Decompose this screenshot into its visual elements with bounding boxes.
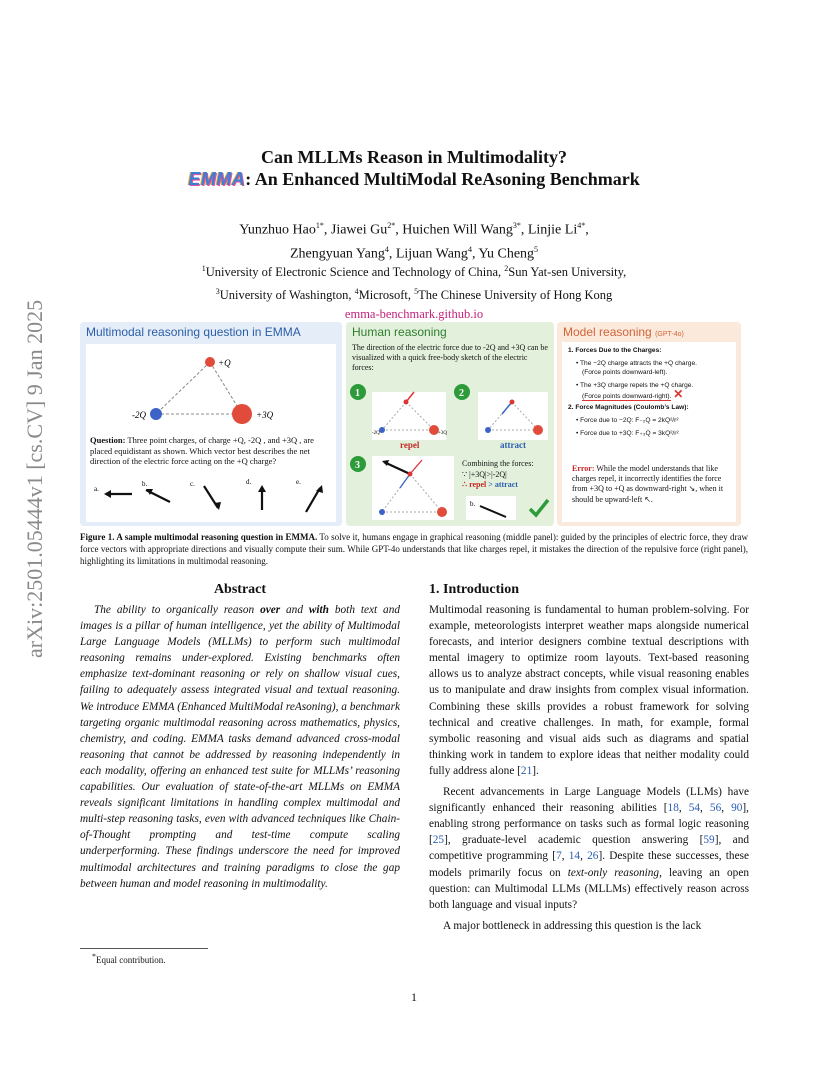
title-line-2 [0,168,828,190]
human-intro: The direction of the electric force due to -2Q and +3Q can be visualized with a quick free-body sketch of the electric forces: [352,343,548,372]
check-icon [530,500,548,515]
question-body: Three point charges, of charge +Q, -2Q , and +3Q , are placed equidistant as shown. Which vector best describes the net direction of the electric force acting on the +Q charge? [90,435,314,466]
label-plus-q: +Q [218,358,231,368]
panel-title: Multimodal reasoning question in EMMA [86,325,301,339]
question-label: Question: [90,435,126,445]
affil-line-1 [0,259,828,282]
emma-logo: EMMA [188,169,246,189]
option-label: e. [296,478,301,486]
intro-text: Multimodal reasoning is fundamental to human problem-solving. For example, meteorologists interpret weather maps alongside numerical forecasts, and interior designers combine textual descriptions with mental imagery to optimize room layouts. Text-based reasoning allows us to analyze abstract concepts, while visual reasoning enables us to manipulate and draw insights from complex visual information. Combining these skills provides a robust framework for solving technical and creative challenges. In math, for example, formal symbolic reasoning and visual aids such as diagrams and spatial thinking work in tandem to explore ideas that neither modality could fully address alone [ [429,604,749,777]
affil-text: The Chinese University of Hong Kong [418,288,613,303]
therefore-repel: ∴ repel [462,480,487,489]
abstract-heading: Abstract [213,582,267,597]
charge-dot [379,509,385,515]
arrow-head [214,502,221,510]
affil-text: University of Washington, [219,288,355,303]
author-sup: 4* [577,221,586,230]
footnote-rule [80,948,208,949]
author-sup: 3* [512,221,521,230]
abstract-body [80,602,400,892]
charge-diagram [86,344,336,522]
intro-emph: text-only reasoning [567,866,660,879]
figure-caption [80,531,748,567]
abstract-text: and [280,604,309,616]
mini-label: -2Q [372,431,380,436]
step-number: 2 [459,388,464,399]
intro-text: ], graduate-level academic question answering [ [444,834,704,847]
model-bullet-text: Force due to +3Q: F₊₃Q = 3kQ²/r² [580,430,679,437]
intro-text: ], and competitive programming [ [429,834,749,863]
model-bullet-sub-error: (Force points downward-right). [582,393,672,400]
step-number: 3 [355,460,360,471]
model-card [562,342,736,522]
author-sup: 4 [384,244,389,254]
figure-panel-question [80,322,342,526]
panel-title-text: Model reasoning [563,325,652,339]
affil-sup: 5 [414,287,419,297]
affil-text: Microsoft, [358,288,415,303]
footnote-mark: * [92,952,96,961]
charge-dot [510,400,515,405]
author: Huichen Will Wang [402,222,513,238]
figure-panel-human [346,322,554,526]
option-label: b. [142,480,148,488]
citation-link[interactable]: 90 [731,802,743,815]
error-text [572,464,730,505]
intro-text: ]. [532,764,539,777]
citation-link[interactable]: 14 [568,850,581,863]
charge-dot [437,507,447,517]
therefore-line [462,480,554,491]
charge-minus-2q [150,408,162,420]
abstract-emph: with [308,604,329,616]
author-line-2: Zhengyuan Yang$^4$, Lijuan Wang$^4$, Yu Cheng$^5$ [289,244,539,262]
intro-text: ], enabling strong performance on tasks such as formal logic reasoning [ [429,802,749,847]
question-text [90,435,334,467]
author: Linjie Li [527,222,578,238]
citation-link[interactable]: 21 [520,764,533,777]
dashed-edge [156,362,210,414]
attract-label: attract [500,440,526,450]
author: Lijuan Wang [395,246,468,262]
charge-plus-q [205,357,215,367]
human-sketch [346,322,554,526]
project-link[interactable]: emma-benchmark.github.io [344,307,484,322]
model-bullet-text: The +3Q charge repels the +Q charge. [580,382,694,389]
affil-sup: 4 [354,287,359,297]
affil-sup: 2 [504,264,509,273]
because-line: ∵ |+3Q|>|-2Q| [462,469,507,479]
model-bullet: • The −2Q charge attracts the +Q charge. [576,360,697,367]
mini-label: +3Q [438,431,447,436]
label-minus-2q: -2Q [132,410,146,420]
intro-heading: 1. Introduction [429,582,519,597]
title-line-1: Can MLLMs Reason in Multimodality? [260,147,568,167]
answer-label: b. [470,500,476,508]
arrow-head [104,490,111,498]
intro-paragraph: Recent advancements in Large Language Models (LLMs) have significantly enhanced their reasoning abilities [18, 54, 56, 90], enabling strong performance on tasks such as formal logic reasoning [25], graduate-level academic question answering [59], and competitive programming [7, 14, 26]. Despite these successes, these models primarily focus on text-only reasoning, leaving an open question: can Multimodal LLMs (MLLMs) effectively reason across both language and visual inputs? [429,786,749,911]
model-steps [568,346,732,438]
charge-dot [533,425,543,435]
author: Yu Cheng [478,246,535,262]
combining-title: Combining the forces: [462,459,534,468]
step-number: 1 [355,388,360,399]
option-label: c. [190,480,195,488]
abstract-text: both text and images is a pillar of human intelligence, yet the ability of Multimodal Large Language Models (MLLMs) to perform such multimodal reasoning remains under-explored. Existing benchmarks often emphasize text-dominant reasoning or rely on shallow visual cues, failing to adequately assess integrated visual and textual reasoning. We introduce EMMA (Enhanced MultiModal reAsoning), a benchmark targeting organic multimodal reasoning across mathematics, physics, chemistry, and coding. EMMA tasks demand advanced cross-modal reasoning that cannot be addressed by reasoning independently in each modality, offering an enhanced test suite for MLLMs’ reasoning capabilities. Our evaluation of state-of-the-art MLLMs on EMMA reveals significant limitations in handling complex multimodal and multi-step reasoning tasks, even with advanced techniques like Chain-of-Thought prompting and test-time compute scaling underperforming. These findings underscore the need for improved multimodal architectures and training paradigms to close the gap between human and model reasoning in multimodality. [80,604,400,890]
model-bullet: • Force due to −2Q: F₋₂Q = 2kQ²/r² [576,417,679,424]
question-card [86,344,336,522]
affil-sup: 3 [215,287,220,297]
citation-link[interactable]: 59 [703,834,715,847]
author-list [0,216,828,263]
caption-text: To solve it, humans engage in graphical reasoning (middle panel): guided by the principles of electric force, they draw force vectors with appropriate directions and visually compute their sum. While GPT-4o understands that like charges repel, it mistakes the direction of the repulsive force (right panel), highlighting its limitations in multimodal reasoning. [80,532,748,566]
citation-link[interactable]: 18 [667,802,679,815]
charge-dot [379,427,385,433]
panel-title [563,325,684,339]
arxiv-id-text: arXiv:2501.05444v1 [cs.CV] 9 Jan 2025 [22,299,47,658]
affil-text: Sun Yat-sen University, [508,265,627,280]
error-label: Error: [572,464,595,473]
citation-link[interactable]: 26 [587,850,599,863]
cross-icon: ✕ [673,387,684,401]
title-line-2-text: : An Enhanced MultiModal ReAsoning Benchmark [245,169,640,189]
affiliations [0,259,828,324]
abstract-emph: over [260,604,281,616]
footnote [92,952,166,965]
figure-panel-model [557,322,741,526]
abstract-text: The ability to organically reason [94,604,261,616]
model-bullet: • Force due to +3Q: F₊₃Q = 3kQ²/r² [576,430,679,437]
intro-body [429,602,749,939]
error-body: While the model understands that like charges repel, it incorrectly identifies the force from +3Q to +Q as downward-right ↘, when it should be upward-left ↖. [572,464,724,504]
intro-text: ]. Despite these successes, these models primarily focus on [429,850,749,879]
arrow-head [258,485,266,492]
arxiv-stamp [14,290,50,660]
model-bullet: • The +3Q charge repels the +Q charge. [576,382,694,389]
affil-text: University of Electronic Science and Technology of China, [205,265,505,280]
author-sup: 5 [534,244,539,254]
author: Yunzhuo Hao [239,222,316,238]
intro-text: Recent advancements in Large Language Models (LLMs) have significantly enhanced their reasoning abilities [ [429,786,749,815]
intro-paragraph [429,602,749,779]
model-bullet-text: The −2Q charge attracts the +Q charge. [580,360,697,367]
author-line-1: Yunzhuo Hao$^{1*}$, Jiawei $Gu^{2*}$, Huichen Will Wang$^{3*}$, Linjie $Li^{4*}$, [239,221,589,238]
charge-dot [408,472,413,477]
therefore-attract: > attract [486,480,518,489]
option-e-arrow [306,488,320,512]
combining-text [462,459,554,491]
affil-sup: 1 [201,264,206,273]
citation-link[interactable]: 25 [432,834,445,847]
charge-dot [404,400,409,405]
model-step-1: 1. Forces Due to the Charges: [568,347,662,354]
panel-title: Human reasoning [352,325,447,339]
charge-dot [485,427,491,433]
caption-bold: Figure 1. A sample multimodal reasoning question in EMMA. [80,532,318,542]
page-number: 1 [411,990,417,1004]
charge-plus-3q [232,404,252,424]
repel-label: repel [400,440,420,450]
label-plus-3q: +3Q [256,410,274,420]
author: Zhengyuan Yang [289,246,385,262]
option-label: a. [94,485,99,493]
author: Jiawei Gu [330,222,388,238]
author-sup: 4 [467,244,472,254]
intro-text: , leaving an open question: can Multimodal LLMs (MLLMs) effectively reason across both language and visual inputs? [429,866,749,911]
author-sup: 1* [315,221,324,230]
model-bullet-sub: (Force points downward-left). [582,369,668,376]
model-step-2: 2. Force Magnitudes (Coulomb’s Law): [568,404,689,411]
author-sup: 2* [387,221,396,230]
model-bullet-text: Force due to −2Q: F₋₂Q = 2kQ²/r² [580,417,679,424]
affil-line-2 [0,282,828,305]
footnote-text: Equal contribution. [96,955,166,965]
citation-link[interactable]: 54 [688,802,701,815]
citation-link[interactable]: 56 [709,802,722,815]
option-label: d. [246,478,252,486]
paper-title [0,146,828,190]
model-name: (GPT-4o) [655,331,684,338]
model-bullet-sub-row [568,387,732,401]
citation-link[interactable]: 7 [556,850,562,863]
intro-paragraph: A major bottleneck in addressing this question is the lack [443,919,702,932]
